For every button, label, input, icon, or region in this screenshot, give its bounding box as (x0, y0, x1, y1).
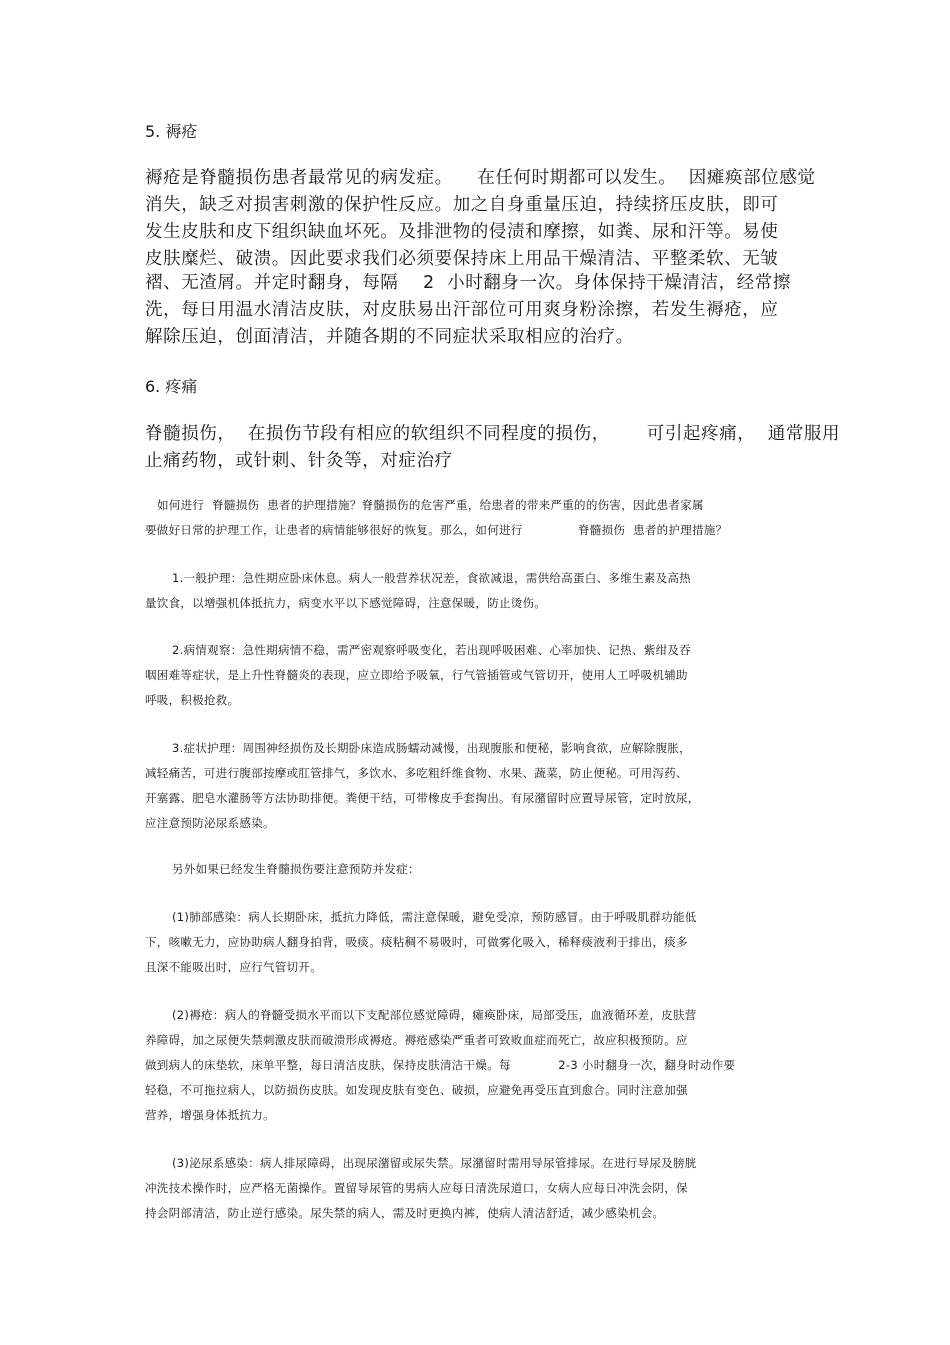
paragraph-line: 褥疮是脊髓损伤患者最常见的病发症。 在任何时期都可以发生。 因瘫痪部位感觉 (145, 168, 816, 188)
nursing-item-symptom: 3.症状护理：周围神经损伤及长期卧床造成肠蠕动减慢，出现腹胀和便秘，影响食欲，应解除腹胀， (172, 741, 691, 755)
paragraph-line: 褶、无渣屑。并定时翻身，每隔 2 小时翻身一次。身体保持干燥清洁，经常擦 (145, 273, 792, 293)
complication-line: 轻稳，不可拖拉病人，以防损伤皮肤。如发现皮肤有变色、破损，应避免再受压直到愈合。同时注意加强 (145, 1083, 688, 1097)
complication-lung-infection: (1)肺部感染：病人长期卧床，抵抗力降低，需注意保暖，避免受凉，预防感冒。由于呼吸肌群功能低 (172, 910, 697, 924)
complications-intro: 另外如果已经发生脊髓损伤要注意预防并发症： (172, 862, 420, 876)
complication-line: 养障碍，加之尿便失禁刺激皮肤而破溃形成褥疮。褥疮感染严重者可致败血症而死亡，故应积极预防。应 (145, 1033, 688, 1047)
nursing-item-line: 咽困难等症状，是上升性脊髓炎的表现，应立即给予吸氧，行气管插管或气管切开，使用人工呼吸机辅助 (145, 668, 688, 682)
nursing-item-line: 开塞露、肥皂水灌肠等方法协助排便。粪便干结，可带橡皮手套掏出。有尿潴留时应置导尿管，定时放尿， (145, 791, 700, 805)
nursing-item-line: 减轻痛苦，可进行腹部按摩或肛管排气，多饮水、多吃粗纤维食物、水果、蔬菜，防止便秘。可用泻药、 (145, 766, 688, 780)
paragraph-line: 皮肤糜烂、破溃。因此要求我们必须要保持床上用品干燥清洁、平整柔软、无皱 (145, 249, 779, 269)
complication-line: 且深不能吸出时，应行气管切开。 (145, 960, 322, 974)
complication-line: 下，咳嗽无力，应协助病人翻身拍背，吸痰。痰粘稠不易吸时，可做雾化吸入，稀释痰液利于排出，痰多 (145, 935, 688, 949)
nursing-item-general: 1.一般护理：急性期应卧床休息。病人一般营养状况差，食欲减退，需供给高蛋白、多维生素及高热 (172, 571, 691, 585)
complication-urinary-infection: (3)泌尿系感染：病人排尿障碍，出现尿潴留或尿失禁。尿潴留时需用导尿管排尿。在进行导尿及膀胱 (172, 1156, 697, 1170)
nursing-item-line: 应注意预防泌尿系感染。 (145, 816, 275, 830)
section-heading-bedsore: 5. 褥疮 (145, 122, 198, 141)
nursing-item-line: 呼吸，积极抢救。 (145, 693, 240, 707)
paragraph-line: 发生皮肤和皮下组织缺血坏死。及排泄物的侵渍和摩擦，如粪、尿和汗等。易使 (145, 222, 779, 242)
intro-line: 要做好日常的护理工作，让患者的病情能够很好的恢复。那么，如何进行 脊髓损伤 患者的护理措施？ (145, 523, 728, 537)
nursing-item-line: 量饮食，以增强机体抵抗力，病变水平以下感觉障碍，注意保暖，防止烫伤。 (145, 596, 547, 610)
paragraph-line: 脊髓损伤， 在损伤节段有相应的软组织不同程度的损伤， 可引起疼痛， 通常服用 (145, 424, 841, 444)
complication-bedsore: (2)褥疮：病人的脊髓受损水平而以下支配部位感觉障碍，瘫痪卧床，局部受压，血液循环差，皮肤营 (172, 1008, 697, 1022)
complication-line: 冲洗技术操作时，应严格无菌操作。置留导尿管的男病人应每日清洗尿道口，女病人应每日冲洗会阴，保 (145, 1181, 688, 1195)
paragraph-line: 解除压迫，创面清洁，并随各期的不同症状采取相应的治疗。 (145, 327, 634, 347)
paragraph-line: 消失，缺乏对损害刺激的保护性反应。加之自身重量压迫，持续挤压皮肤，即可 (145, 195, 779, 215)
complication-line: 做到病人的床垫软，床单平整，每日清洁皮肤，保持皮肤清洁干燥。每 2-3 小时翻身一次，翻身时动作要 (145, 1058, 736, 1072)
paragraph-line: 止痛药物，或针刺、针灸等，对症治疗 (145, 451, 453, 471)
complication-line: 营养，增强身体抵抗力。 (145, 1108, 275, 1122)
intro-line: 如何进行 脊髓损伤 患者的护理措施？脊髓损伤的危害严重，给患者的带来严重的的伤害，因此患者家属 (157, 498, 704, 512)
nursing-item-observation: 2.病情观察：急性期病情不稳，需严密观察呼吸变化，若出现呼吸困难、心率加快、记热、紫绀及吞 (172, 643, 691, 657)
section-heading-pain: 6. 疼痛 (145, 377, 198, 396)
complication-line: 持会阴部清洁，防止逆行感染。尿失禁的病人，需及时更换内裤，使病人清洁舒适，减少感染机会。 (145, 1206, 665, 1220)
paragraph-line: 洗，每日用温水清洁皮肤，对皮肤易出汗部位可用爽身粉涂擦，若发生褥疮，应 (145, 300, 779, 320)
